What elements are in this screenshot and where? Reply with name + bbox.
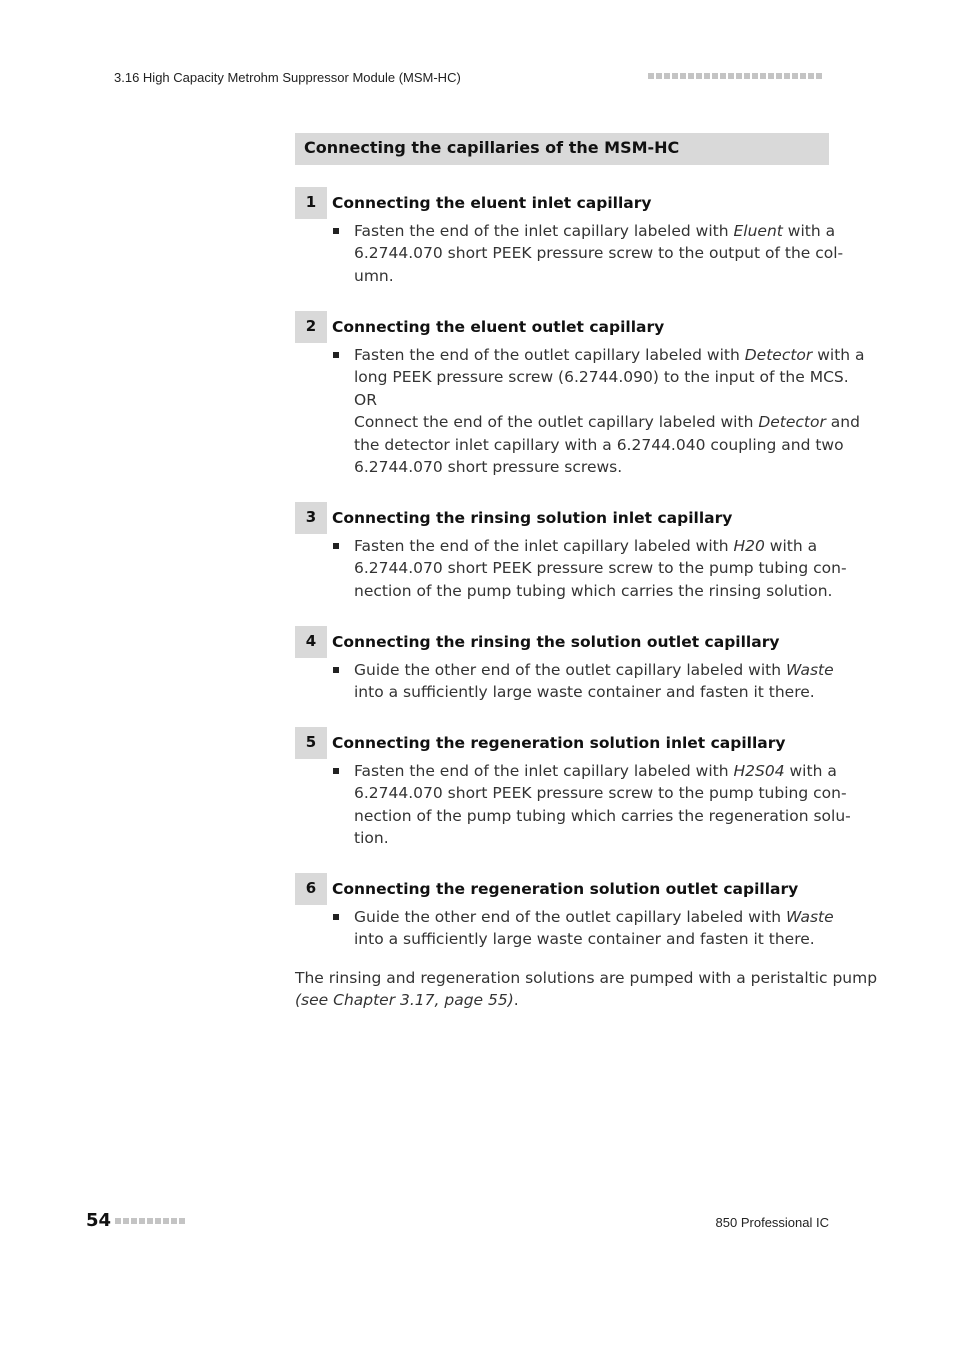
bullet-icon	[333, 914, 339, 920]
step-number: 3	[295, 502, 327, 534]
text-line: 6.2744.070 short PEEK pressure screw to the pump tubing con-	[354, 784, 847, 803]
square-dot-icon	[760, 73, 766, 79]
page-number: 54	[86, 1210, 112, 1231]
square-dot-icon	[656, 73, 662, 79]
square-dot-icon	[792, 73, 798, 79]
square-dot-icon	[712, 73, 718, 79]
footer-decoration	[115, 1218, 185, 1224]
emphasis-text: H2S04	[733, 762, 785, 780]
square-dot-icon	[728, 73, 734, 79]
square-dot-icon	[704, 73, 710, 79]
step-instruction	[354, 220, 844, 287]
step-title: Connecting the eluent inlet capillary	[332, 194, 652, 212]
square-dot-icon	[155, 1218, 161, 1224]
step-number: 2	[295, 311, 327, 343]
text-line: Guide the other end of the outlet capillary labeled with Waste	[354, 661, 834, 679]
step-6	[295, 873, 834, 951]
text-line: Fasten the end of the inlet capillary labeled with Eluent with a	[354, 222, 836, 240]
square-dot-icon	[800, 73, 806, 79]
square-dot-icon	[696, 73, 702, 79]
square-dot-icon	[808, 73, 814, 79]
step-1	[295, 187, 844, 287]
step-instruction	[354, 906, 834, 951]
emphasis-text: Detector	[758, 413, 826, 432]
square-dot-icon	[147, 1218, 153, 1224]
running-header: 3.16 High Capacity Metrohm Suppressor Module (MSM-HC)	[114, 70, 461, 85]
bullet-icon	[333, 543, 339, 549]
text-line: nection of the pump tubing which carries the regeneration solu-	[354, 806, 851, 825]
text-line: Fasten the end of the inlet capillary labeled with H20 with a	[354, 537, 818, 555]
square-dot-icon	[139, 1218, 145, 1224]
text-line: Connect the end of the outlet capillary labeled with Detector and	[354, 413, 860, 432]
bullet-icon	[333, 228, 339, 234]
square-dot-icon	[768, 73, 774, 79]
text-line: The rinsing and regeneration solutions are pumped with a peristaltic pump	[295, 969, 878, 987]
step-title: Connecting the regeneration solution inlet capillary	[332, 734, 786, 752]
bullet-icon	[333, 768, 339, 774]
square-dot-icon	[131, 1218, 137, 1224]
text-line: Fasten the end of the inlet capillary labeled with H2S04 with a	[354, 762, 837, 780]
step-3	[295, 502, 847, 602]
step-number: 1	[295, 187, 327, 219]
emphasis-text: Eluent	[733, 222, 783, 240]
step-instruction	[354, 535, 847, 602]
closing-paragraph	[295, 967, 878, 1012]
step-title: Connecting the eluent outlet capillary	[332, 318, 665, 336]
text-line: tion.	[354, 829, 389, 848]
step-number: 6	[295, 873, 327, 905]
text-line: into a sufficiently large waste container and fasten it there.	[354, 930, 815, 949]
step-title: Connecting the rinsing the solution outlet capillary	[332, 633, 780, 651]
emphasis-text: Waste	[785, 661, 834, 679]
text-line: OR	[354, 390, 377, 409]
square-dot-icon	[744, 73, 750, 79]
square-dot-icon	[123, 1218, 129, 1224]
step-title: Connecting the rinsing solution inlet capillary	[332, 509, 733, 527]
square-dot-icon	[688, 73, 694, 79]
bullet-icon	[333, 667, 339, 673]
square-dot-icon	[720, 73, 726, 79]
header-decoration	[648, 73, 822, 79]
step-instruction	[354, 344, 865, 478]
emphasis-text: (see Chapter 3.17, page 55)	[295, 991, 514, 1010]
step-4	[295, 626, 834, 704]
square-dot-icon	[776, 73, 782, 79]
step-instruction	[354, 659, 834, 704]
step-number: 5	[295, 727, 327, 759]
square-dot-icon	[115, 1218, 121, 1224]
footer-product: 850 Professional IC	[715, 1215, 829, 1230]
text-line: 6.2744.070 short pressure screws.	[354, 458, 623, 477]
text-line: 6.2744.070 short PEEK pressure screw to the output of the col-	[354, 244, 844, 263]
text-line: into a sufficiently large waste container and fasten it there.	[354, 683, 815, 702]
square-dot-icon	[163, 1218, 169, 1224]
square-dot-icon	[680, 73, 686, 79]
square-dot-icon	[752, 73, 758, 79]
square-dot-icon	[672, 73, 678, 79]
square-dot-icon	[179, 1218, 185, 1224]
step-instruction	[354, 760, 851, 850]
text-line: Fasten the end of the outlet capillary labeled with Detector with a	[354, 346, 865, 364]
square-dot-icon	[171, 1218, 177, 1224]
section-title: Connecting the capillaries of the MSM-HC	[295, 133, 829, 165]
square-dot-icon	[816, 73, 822, 79]
text-line: 6.2744.070 short PEEK pressure screw to the pump tubing con-	[354, 559, 847, 578]
step-number: 4	[295, 626, 327, 658]
step-2	[295, 311, 865, 478]
square-dot-icon	[736, 73, 742, 79]
bullet-icon	[333, 352, 339, 358]
text-line: umn.	[354, 266, 394, 285]
text-line: nection of the pump tubing which carries the rinsing solution.	[354, 581, 833, 600]
square-dot-icon	[664, 73, 670, 79]
text-line: (see Chapter 3.17, page 55).	[295, 991, 519, 1010]
text-line: the detector inlet capillary with a 6.2744.040 coupling and two	[354, 435, 844, 454]
emphasis-text: Waste	[785, 908, 834, 926]
emphasis-text: H20	[733, 537, 765, 555]
emphasis-text: Detector	[744, 346, 813, 364]
text-line: long PEEK pressure screw (6.2744.090) to the input of the MCS.	[354, 368, 849, 387]
step-5	[295, 727, 851, 850]
square-dot-icon	[648, 73, 654, 79]
text-line: Guide the other end of the outlet capillary labeled with Waste	[354, 908, 834, 926]
square-dot-icon	[784, 73, 790, 79]
step-title: Connecting the regeneration solution outlet capillary	[332, 880, 799, 898]
